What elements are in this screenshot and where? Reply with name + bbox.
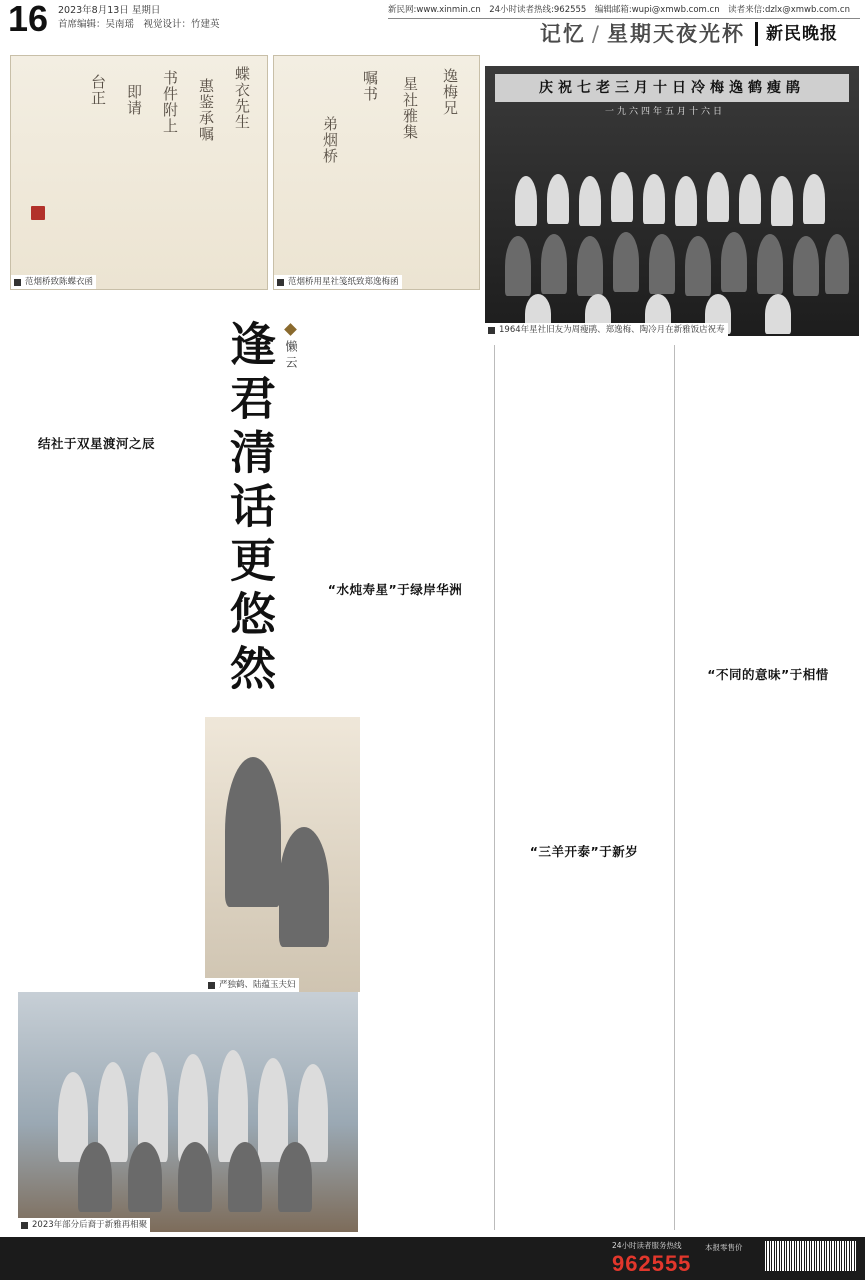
section-heading-4: “不同的意味”于相惜 [707,667,829,682]
section-body-3 [500,866,668,1230]
section-body-1 [18,456,210,1002]
calligraphy-col-1: 蝶衣先生 [233,66,251,130]
celebration-banner: 庆祝七老三月十日冷梅逸鹤瘦鹃 [495,74,849,102]
caption-marker [21,1222,28,1229]
editor-credits: 首席编辑：吴南瑶 视觉设计：竹建英 [58,19,220,30]
photo-caption-2 [274,275,402,289]
person [649,234,675,294]
person [547,174,569,224]
group-photo-1964 [485,66,859,336]
banner-date: 一九六四年五月十六日 [605,107,726,117]
section-body-2c [500,350,668,820]
photo-caption-5 [18,1218,150,1232]
person [739,174,761,224]
photo-caption-1 [11,275,96,289]
calligraphy-col-5: 台正 [89,74,107,106]
caption-text: 1964年星社旧友为周瘦鹃、郑逸梅、陶冷月在新雅饭店祝寿 [499,325,725,335]
person [675,176,697,226]
photo-caption-4 [205,978,299,992]
section-body-2 [314,606,486,716]
caption-text: 严独鹤、陆蕴玉夫妇 [219,980,296,990]
caption-marker [488,327,495,334]
person [541,234,567,294]
calligraphy-col-2: 惠鉴承嘱 [197,78,215,142]
reunion-photo-2023 [18,992,358,1232]
person [643,174,665,224]
person [721,232,747,292]
person [505,236,531,296]
person [613,232,639,292]
column-title-separator: / [591,22,601,46]
letter-photo-1 [10,55,268,290]
masthead-meta [58,4,220,32]
calligraphy-col-4: 即请 [125,84,143,116]
person [515,176,537,226]
contact-line: 新民网:www.xinmin.cn 24小时读者热线:962555 编辑邮箱:wupi@xmwb.com.cn 读者来信:dzlx@xmwb.com.cn [388,5,850,15]
calligraphy-col-3: 嘱书 [361,70,379,102]
calligraphy-col-4: 弟烟桥 [321,116,339,164]
person [78,1142,112,1212]
barcode-icon [765,1241,857,1271]
couple-photo [205,717,360,992]
issue-weekday: 星期日 [131,5,161,16]
article-title: 逢君清话更悠然 [223,320,277,698]
newspaper-logo: 新民晚报 [755,22,855,46]
issue-date: 2023年8月13日 [58,5,129,16]
person [611,172,633,222]
section-heading-1: 结社于双星渡河之辰 [38,436,156,451]
caption-text: 范烟桥致陈蝶衣函 [25,277,94,287]
calligraphy-col-1: 逸梅兄 [441,68,459,116]
section-heading-2: “水炖寿星”于绿岸华洲 [327,582,463,597]
section-heading-3: “三羊开泰”于新岁 [529,844,639,859]
person [279,827,329,947]
article-author: 懒云 [284,340,298,372]
column-title-night: 星期天夜光杯 [607,22,745,46]
person [757,234,783,294]
retail-price: 本报零售价 [705,1243,743,1252]
person [765,294,791,334]
person [258,1058,288,1162]
caption-marker [14,279,21,286]
person [825,234,849,294]
person [685,236,711,296]
letter-photo-2 [273,55,480,290]
column-title [540,18,745,48]
person [579,176,601,226]
caption-text: 2023年部分后裔于新雅再相聚 [32,1220,148,1230]
hotline-number: 962555 [612,1251,692,1276]
page-number: 16 [8,0,49,39]
caption-text: 范烟桥用星社笺纸致郑逸梅函 [288,277,399,287]
section-body-4 [680,690,856,1230]
hotline-label: 24小时读者服务热线 [612,1241,682,1250]
calligraphy-col-3: 书件附上 [161,70,179,134]
masthead [0,0,865,50]
column-title-memory: 记忆 [539,22,586,46]
column-rule [674,345,675,1230]
author-diamond-icon [284,323,297,336]
person [178,1142,212,1212]
section-body-3b [680,350,856,640]
section-body-2b [366,717,492,1232]
person [128,1142,162,1212]
caption-marker [277,279,284,286]
person [707,172,729,222]
person [278,1142,312,1212]
person [803,174,825,224]
page-footer [0,1237,865,1280]
person [228,1142,262,1212]
column-rule [494,345,495,1230]
person [793,236,819,296]
article-lead [18,302,210,420]
caption-marker [208,982,215,989]
photo-caption-3 [485,323,728,337]
section-body-1b [314,320,486,558]
seal-stamp [31,206,45,220]
calligraphy-col-2: 星社雅集 [401,76,419,140]
person [771,176,793,226]
person [577,236,603,296]
person [225,757,281,907]
